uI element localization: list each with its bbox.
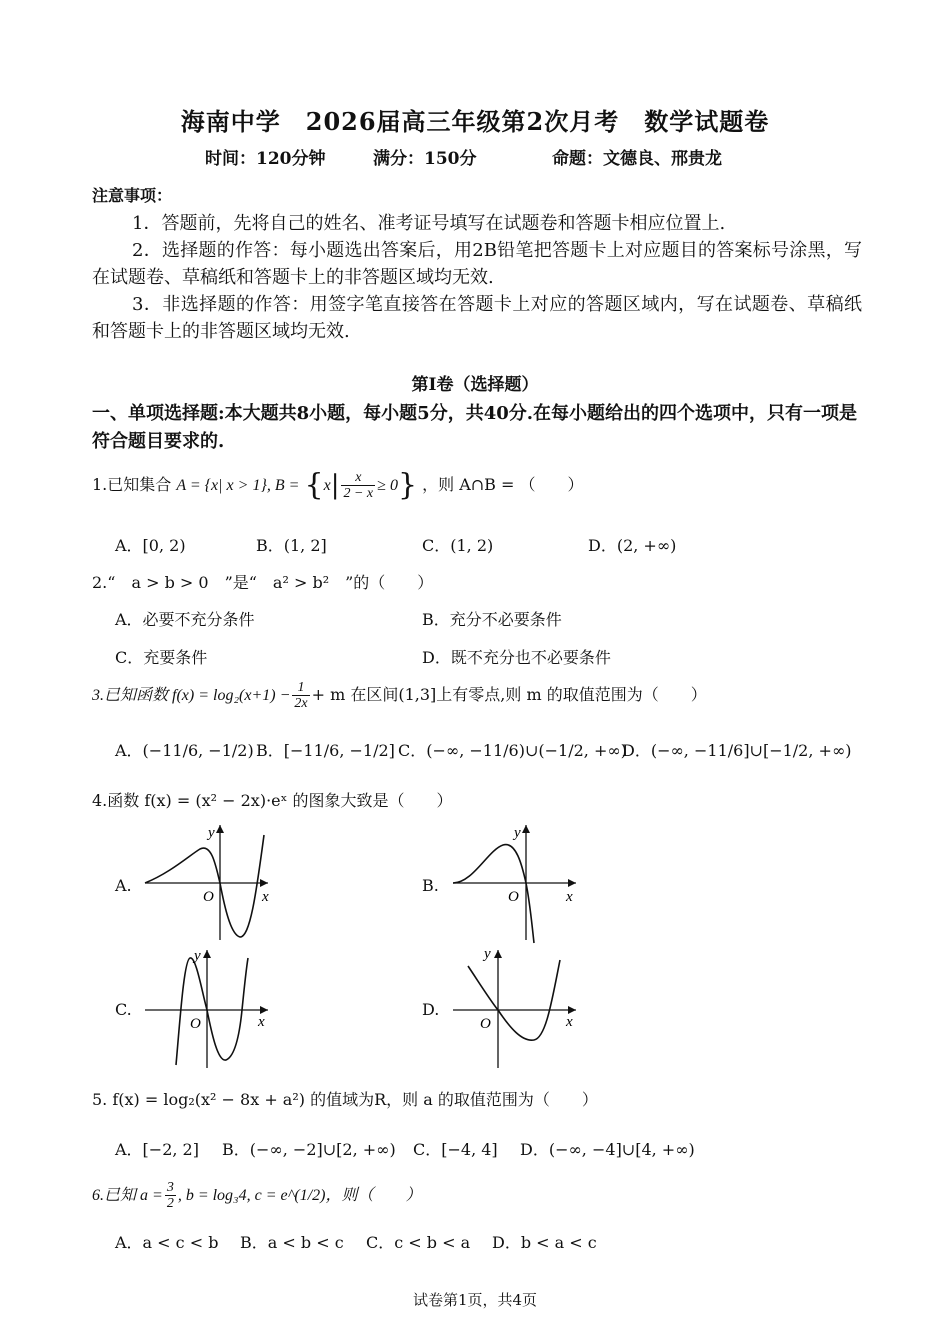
exam-authors: 命题：文德良、邢贵龙 [552,149,722,169]
question-1: 1.已知集合 A = {x| x > 1}, B = {x| $\frac{x}{2 - x}$ ≥ 0} ，则 A∩B = （ ） [92,467,584,503]
q4-d-x-label: x [566,1014,573,1030]
page-footer: 试卷第1页，共4页 [412,1291,538,1309]
q4-c-y-label: y [194,948,201,964]
q4-label-a: A. [115,876,132,895]
q4-c-x-label: x [258,1014,265,1030]
exam-time: 时间：120分钟 [205,149,326,169]
q1-ineq: ≥ 0 [377,477,398,494]
question-2: 2.“ a > b > 0 ”是“ a² > b² ”的（ ） [92,573,434,592]
q1-option-c: C．(1, 2) [422,536,494,555]
q3-fraction: $\frac{1}{2x}$ [294,680,308,711]
q4-b-origin: O [508,889,519,905]
q4-label-d: D. [422,1000,440,1019]
q4-label-c: C. [115,1000,132,1019]
q3-option-a: A．(−11/6, −1/2) [115,741,254,760]
q2-option-a: A．必要不充分条件 [115,610,255,629]
q2-option-d: D．既不充分也不必要条件 [422,648,611,667]
q6-option-d: D．b < a < c [492,1233,597,1252]
q1-option-d: D．(2, +∞) [588,536,677,555]
section-title: 第Ⅰ卷（选择题） [411,375,539,395]
question-6 [92,1180,421,1211]
q4-graph-d [448,940,583,1070]
q4-graph-a [140,815,275,945]
q3-option-c: C．(−∞, −11/6)∪(−1/2, +∞) [398,741,627,760]
q1-suffix: ，则 A∩B = （ ） [422,475,584,494]
q4-c-origin: O [190,1016,201,1032]
q1-prefix: 1.已知集合 [92,475,172,494]
q6-option-b: B．a < b < c [240,1233,344,1252]
q1-option-a: A．[0, 2) [115,536,186,555]
q4-a-y-label: y [208,825,215,841]
q2-option-c: C．充要条件 [115,648,208,667]
q1-option-b: B．(1, 2] [256,536,327,555]
q3-option-b: B．[−11/6, −1/2] [256,741,395,760]
q1-setB-var: x [323,477,331,494]
notes-heading: 注意事项： [92,186,173,205]
q6-option-c: C．c < b < a [366,1233,471,1252]
note-item-1: 1．答题前，先将自己的姓名、准考证号填写在试题卷和答题卡相应位置上. [132,213,726,234]
q1-setA: A = {x| x > 1}, B = [176,477,300,494]
q3-stem-b: + m 在区间(1,3]上有零点,则 m 的取值范围为（ ） [311,685,707,704]
note-item-3: 3．非选择题的作答：用签字笔直接答在答题卡上对应的答题区域内，写在试题卷、草稿纸和答题卡上的非答题区域均无效. [92,294,862,342]
q4-graph-b [448,815,583,945]
exam-title: 海南中学 2026届高三年级第2次月考 数学试题卷 [180,107,770,136]
q2-option-b: B．充分不必要条件 [422,610,562,629]
q5-option-d: D．(−∞, −4]∪[4, +∞) [520,1140,695,1159]
q4-b-y-label: y [514,825,521,841]
q4-d-y-label: y [484,946,491,962]
q4-graph-c [140,940,275,1070]
part-heading: 一、单项选择题:本大题共8小题，每小题5分，共40分.在每小题给出的四个选项中，只有一项是符合题目要求的. [92,403,858,452]
q6-fraction: $\frac{3}{2}$ [166,1180,174,1211]
q3-stem-a: 3.已知函数 f(x) = log₂(x+1) − [92,687,291,704]
q5-option-b: B．(−∞, −2]∪[2, +∞) [222,1140,396,1159]
question-3 [92,680,707,711]
question-5: 5. f(x) = log₂(x² − 8x + a²) 的值域为R，则 a 的取值范围为（ ） [92,1090,598,1109]
q6-option-a: A．a < c < b [115,1233,219,1252]
q3-option-d: D．(−∞, −11/6]∪[−1/2, +∞) [622,741,852,760]
note-item-2: 2．选择题的作答：每小题选出答案后，用2B铅笔把答题卡上对应题目的答案标号涂黑，写在试题卷、草稿纸和答题卡上的非答题区域均无效. [92,240,862,288]
q4-b-x-label: x [566,889,573,905]
q4-d-origin: O [480,1016,491,1032]
q6-stem-a: 6.已知 a = [92,1187,163,1204]
q5-option-a: A．[−2, 2] [115,1140,199,1159]
q5-option-c: C．[−4, 4] [413,1140,498,1159]
q4-label-b: B. [422,876,439,895]
q6-stem-b: , b = log₃4, c = e^(1/2)，则（ ） [177,1187,422,1204]
exam-score: 满分：150分 [373,149,477,169]
q4-a-origin: O [203,889,214,905]
q1-fraction: $\frac{x}{2 - x}$ [343,470,374,501]
q4-a-x-label: x [262,889,269,905]
question-4: 4.函数 f(x) = (x² − 2x)·eˣ 的图象大致是（ ） [92,791,453,810]
